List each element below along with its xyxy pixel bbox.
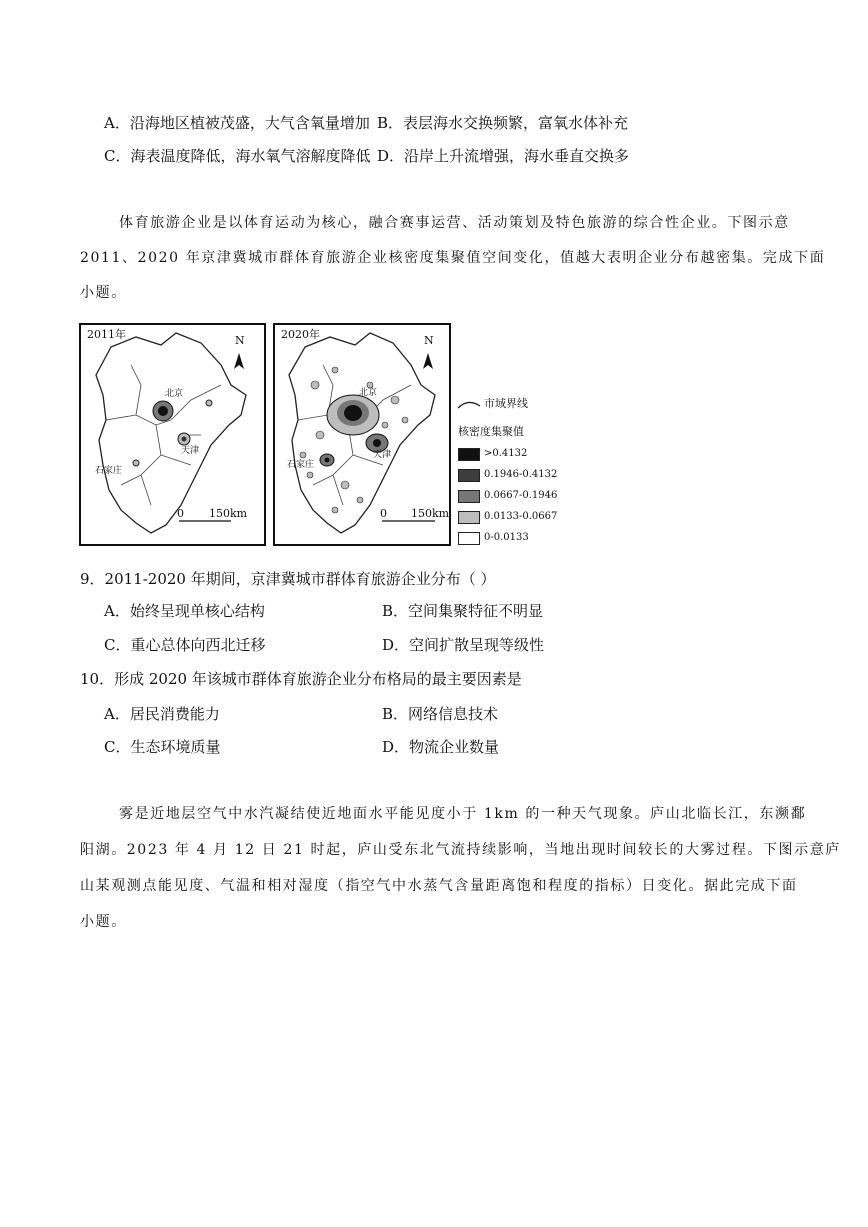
map-2020 bbox=[273, 323, 451, 546]
map-2011-city-tj: 天津 bbox=[181, 446, 200, 456]
legend-swatch-2 bbox=[458, 490, 480, 503]
legend-swatch-1 bbox=[458, 469, 480, 482]
map-2020-scale-zero: 0 bbox=[380, 507, 387, 520]
density-peak-tj-2011 bbox=[182, 437, 187, 442]
passage2-line1: 雾是近地层空气中水汽凝结使近地面水平能见度小于 1km 的一种天气现象。庐山北临长江，东濒鄱 bbox=[119, 806, 807, 822]
passage2-line4: 小题。 bbox=[80, 914, 127, 930]
legend-label-1: 0.1946-0.4132 bbox=[484, 469, 558, 480]
map-2011 bbox=[79, 323, 266, 546]
density-core-sjz-2020 bbox=[325, 458, 330, 463]
density-zone-core-bj bbox=[344, 405, 362, 421]
map-2011-north-label: N bbox=[235, 334, 245, 347]
q10-stem: 10．形成 2020 年该城市群体育旅游企业分布格局的最主要因素是 bbox=[80, 670, 522, 688]
density-spot-2011 bbox=[206, 400, 212, 406]
density-spot-sjz-2011 bbox=[133, 460, 139, 466]
q10-option-d: D．物流企业数量 bbox=[382, 738, 500, 756]
q8-option-c: C．海表温度降低，海水氧气溶解度降低 bbox=[104, 147, 371, 165]
q8-option-d: D．沿岸上升流增强，海水垂直交换多 bbox=[377, 147, 630, 165]
legend-swatch-0 bbox=[458, 448, 480, 461]
passage1-line3: 小题。 bbox=[80, 285, 127, 301]
legend-boundary-label: 市域界线 bbox=[484, 397, 528, 410]
q9-option-d: D．空间扩散呈现等级性 bbox=[382, 636, 545, 654]
map-2020-city-bj: 北京 bbox=[359, 388, 378, 398]
legend-swatch-3 bbox=[458, 511, 480, 524]
map-2020-city-tj: 天津 bbox=[373, 450, 392, 460]
q10-option-b: B．网络信息技术 bbox=[382, 705, 499, 723]
legend-swatch-4 bbox=[458, 532, 480, 545]
passage1-line1: 体育旅游企业是以体育运动为核心，融合赛事运营、活动策划及特色旅游的综合性企业。下图示意 bbox=[119, 215, 790, 231]
q8-option-a: A．沿海地区植被茂盛，大气含氧量增加 bbox=[104, 114, 370, 132]
map-2020-year: 2020年 bbox=[281, 328, 320, 341]
map-2020-scale-length: 150km bbox=[411, 507, 450, 520]
q10-option-a: A．居民消费能力 bbox=[104, 705, 220, 723]
q9-option-a: A．始终呈现单核心结构 bbox=[104, 602, 265, 620]
q8-option-b: B．表层海水交换频繁，富氧水体补充 bbox=[377, 114, 629, 132]
map-2020-north-label: N bbox=[424, 334, 434, 347]
north-arrow-icon bbox=[234, 353, 244, 369]
region-outline-2011 bbox=[96, 333, 246, 533]
map-2011-city-bj: 北京 bbox=[165, 389, 184, 399]
map-2011-scale-length: 150km bbox=[209, 507, 248, 520]
boundary-line-icon bbox=[456, 398, 482, 412]
q9-stem: 9．2011-2020 年期间，京津冀城市群体育旅游企业分布（ ） bbox=[80, 570, 496, 588]
passage2-line2: 阳湖。2023 年 4 月 12 日 21 时起，庐山受东北气流持续影响，当地出现时间较长的大雾过程。下图示意庐 bbox=[80, 842, 841, 858]
density-peak-bj-2011 bbox=[158, 406, 168, 416]
passage1-line2: 2011、2020 年京津冀城市群体育旅游企业核密度集聚值空间变化，值越大表明企业分布越密集。完成下面 bbox=[80, 250, 826, 266]
q9-option-b: B．空间集聚特征不明显 bbox=[382, 602, 544, 620]
q10-option-c: C．生态环境质量 bbox=[104, 738, 221, 756]
map-2011-scale-zero: 0 bbox=[177, 507, 184, 520]
map-2011-city-sjz: 石家庄 bbox=[95, 466, 123, 476]
legend-title: 核密度集聚值 bbox=[458, 425, 524, 438]
map-2020-city-sjz: 石家庄 bbox=[287, 460, 315, 470]
passage2-line3: 山某观测点能见度、气温和相对湿度（指空气中水蒸气含量距离饱和程度的指标）日变化。据此完成下面 bbox=[80, 878, 798, 894]
map-2011-year: 2011年 bbox=[87, 328, 126, 341]
legend-label-2: 0.0667-0.1946 bbox=[484, 490, 558, 501]
density-core-tj-2020 bbox=[373, 439, 381, 447]
q9-option-c: C．重心总体向西北迁移 bbox=[104, 636, 266, 654]
north-arrow-icon bbox=[423, 353, 433, 369]
legend-label-3: 0.0133-0.0667 bbox=[484, 511, 558, 522]
legend-label-4: 0-0.0133 bbox=[484, 532, 529, 543]
legend-label-0: >0.4132 bbox=[484, 448, 528, 459]
